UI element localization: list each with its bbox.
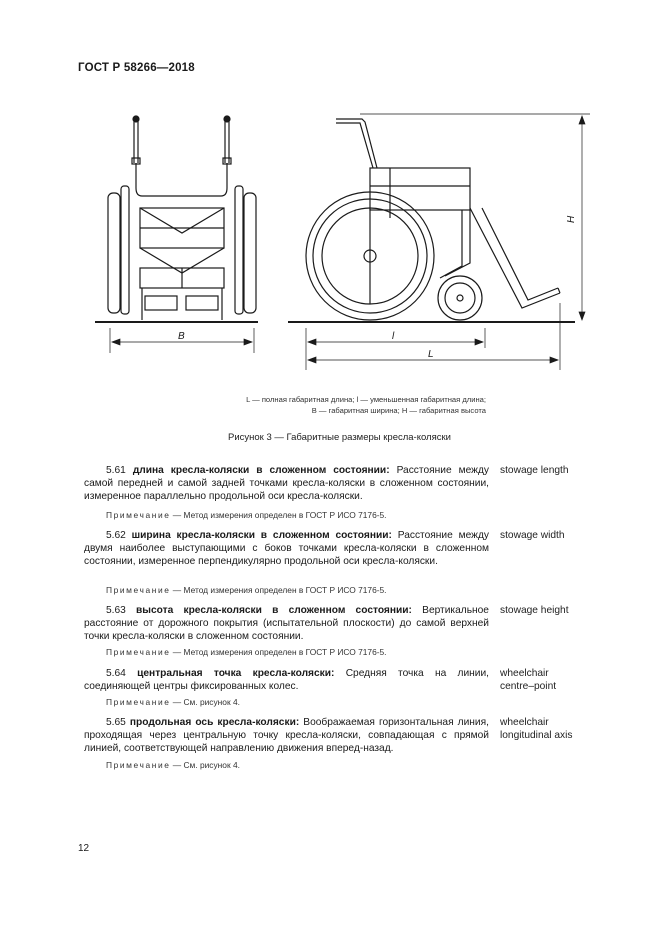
entry-definition: Воображаемая горизонтальная линия, проходящая через центральную точку кресла-коляски, совпадающая с прямой линией, соответствующей направлению движения вперед-назад.: [84, 717, 489, 754]
entry-5-61: [84, 464, 489, 503]
note-label: Примечание: [106, 585, 171, 595]
note-label: Примечание: [106, 760, 171, 770]
figure-legend-line1: L — полная габаритная длина; l — уменьшенная габаритная длина;: [246, 395, 486, 404]
note-text: — Метод измерения определен в ГОСТ Р ИСО 7176-5.: [170, 510, 387, 520]
entry-term: длина кресла-коляски в сложенном состоянии:: [132, 465, 390, 476]
entry-number: 5.63: [106, 605, 126, 616]
entry-note: [106, 697, 240, 707]
figure-caption: Рисунок 3 — Габаритные размеры кресла-коляски: [228, 432, 451, 443]
note-text: — См. рисунок 4.: [170, 760, 240, 770]
dimension-label-l-small: l: [392, 331, 395, 342]
entry-number: 5.65: [106, 717, 126, 728]
note-label: Примечание: [106, 647, 171, 657]
entry-number: 5.64: [106, 668, 126, 679]
english-term: stowage length: [500, 465, 569, 476]
entry-5-63: [84, 604, 489, 643]
entry-definition: Вертикальное расстояние от дорожного покрытия (испытательной плоскости) до самой верхней точки кресла-коляски в сложенном состоянии.: [84, 605, 489, 642]
note-text: — Метод измерения определен в ГОСТ Р ИСО 7176-5.: [170, 585, 387, 595]
note-text: — См. рисунок 4.: [170, 697, 240, 707]
entry-term: ширина кресла-коляски в сложенном состоянии:: [131, 530, 392, 541]
english-term: stowage height: [500, 605, 569, 616]
document-header: ГОСТ Р 58266—2018: [78, 62, 195, 74]
entry-term: высота кресла-коляски в сложенном состоянии:: [136, 605, 412, 616]
entry-note: [106, 510, 387, 520]
note-label: Примечание: [106, 697, 171, 707]
english-term: longitudinal axis: [500, 730, 573, 741]
entry-note: [106, 585, 387, 595]
dimension-label-h: H: [566, 215, 577, 223]
entry-note: [106, 647, 387, 657]
note-text: — Метод измерения определен в ГОСТ Р ИСО 7176-5.: [170, 647, 387, 657]
entry-definition: Расстояние между двумя наиболее выступающими с боков точками кресла-коляски в сложенном состоянии, измеренное перпендикулярно продольной оси кресла-коляски.: [84, 530, 489, 567]
entry-term: центральная точка кресла-коляски:: [137, 668, 335, 679]
english-term: stowage width: [500, 530, 565, 541]
english-term: wheelchair: [500, 717, 549, 728]
entry-5-62: [84, 529, 489, 568]
wheelchair-front-view: [95, 116, 258, 322]
entry-definition: Средняя точка на линии, соединяющей центры фиксированных колес.: [84, 668, 489, 692]
entry-number: 5.61: [106, 465, 126, 476]
figure-legend-line2: B — габаритная ширина; H — габаритная высота: [311, 406, 486, 415]
entry-5-65: [84, 716, 489, 755]
entry-5-64: [84, 667, 489, 693]
entry-note: [106, 760, 240, 770]
note-label: Примечание: [106, 510, 171, 520]
english-term: centre–point: [500, 681, 557, 692]
entry-number: 5.62: [106, 530, 126, 541]
wheelchair-side-view: [288, 119, 575, 322]
entry-definition: Расстояние между самой передней и самой задней точками кресла-коляски в сложенном состоянии, измеренное параллельно продольной оси кресла-коляски.: [84, 465, 489, 502]
entry-term: продольная ось кресла-коляски:: [129, 717, 300, 728]
english-term: wheelchair: [500, 668, 549, 679]
dimension-label-b: B: [178, 331, 185, 342]
dimension-label-l-big: L: [428, 349, 434, 360]
page-number: 12: [78, 843, 90, 854]
wheelchair-dimension-figure: [90, 108, 575, 378]
